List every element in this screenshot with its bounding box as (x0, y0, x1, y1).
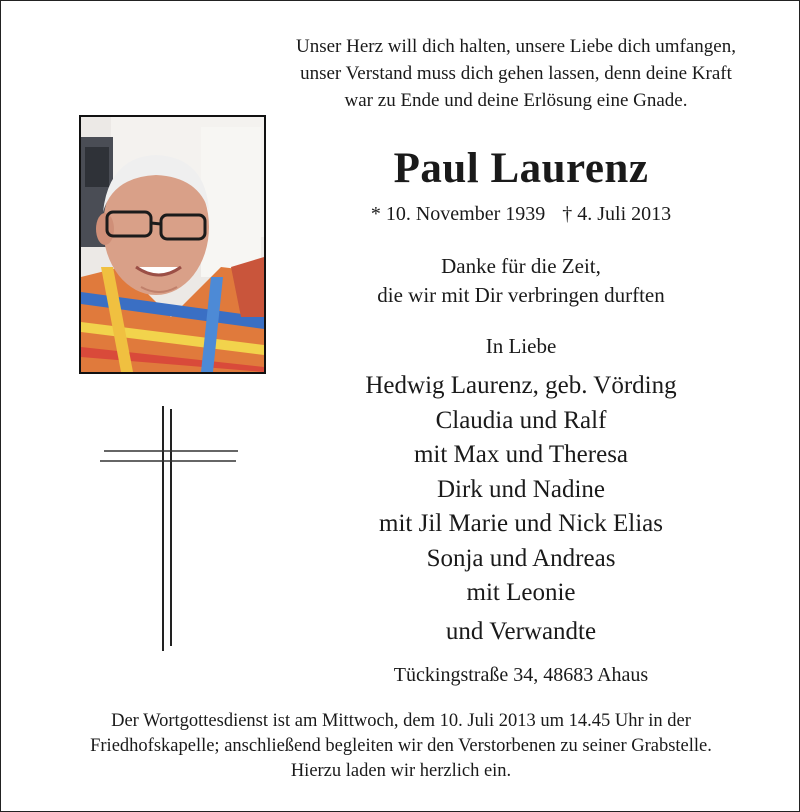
mourner-line: mit Jil Marie und Nick Elias (379, 510, 663, 537)
service-line: Hierzu laden wir herzlich ein. (290, 761, 512, 781)
portrait-photo (79, 115, 266, 374)
deceased-name: Paul Laurenz (393, 145, 649, 192)
cross-icon (96, 406, 246, 651)
service-notice (21, 709, 781, 784)
quote-line: Unser Herz will dich halten, unsere Liebe dich umfangen, (295, 36, 736, 57)
quote-line: war zu Ende und deine Erlösung eine Gnade. (344, 90, 688, 111)
mourner-line: Claudia und Ralf (435, 406, 607, 434)
mourner-line: Hedwig Laurenz, geb. Vörding (365, 372, 677, 399)
in-love-heading: In Liebe (485, 334, 557, 358)
birth-date: * 10. November 1939 (370, 203, 546, 225)
family-address: Tückingstraße 34, 48683 Ahaus (393, 664, 649, 686)
mourner-line: Sonja und Andreas (426, 544, 616, 572)
life-dates (301, 203, 741, 226)
service-line: Friedhofskapelle; anschließend begleiten wir den Verstorbenen zu seiner Grabstelle. (90, 736, 712, 756)
death-date: † 4. Juli 2013 (562, 203, 672, 225)
service-line: Der Wortgottesdienst ist am Mittwoch, dem 10. Juli 2013 um 14.45 Uhr in der (111, 711, 691, 731)
mourner-line: und Verwandte (445, 617, 597, 645)
quote-block (256, 33, 776, 114)
quote-line: unser Verstand muss dich gehen lassen, denn deine Kraft (300, 63, 732, 84)
mourner-line: mit Leonie (466, 579, 576, 606)
thanks-line: die wir mit Dir verbringen durften (377, 283, 665, 307)
thanks-line: Danke für die Zeit, (441, 254, 601, 278)
mourners-list (291, 369, 751, 649)
mourner-line: mit Max und Theresa (413, 441, 629, 468)
thanks-block (301, 252, 741, 310)
mourner-line: Dirk und Nadine (436, 475, 606, 503)
portrait-photo-art (81, 117, 264, 372)
